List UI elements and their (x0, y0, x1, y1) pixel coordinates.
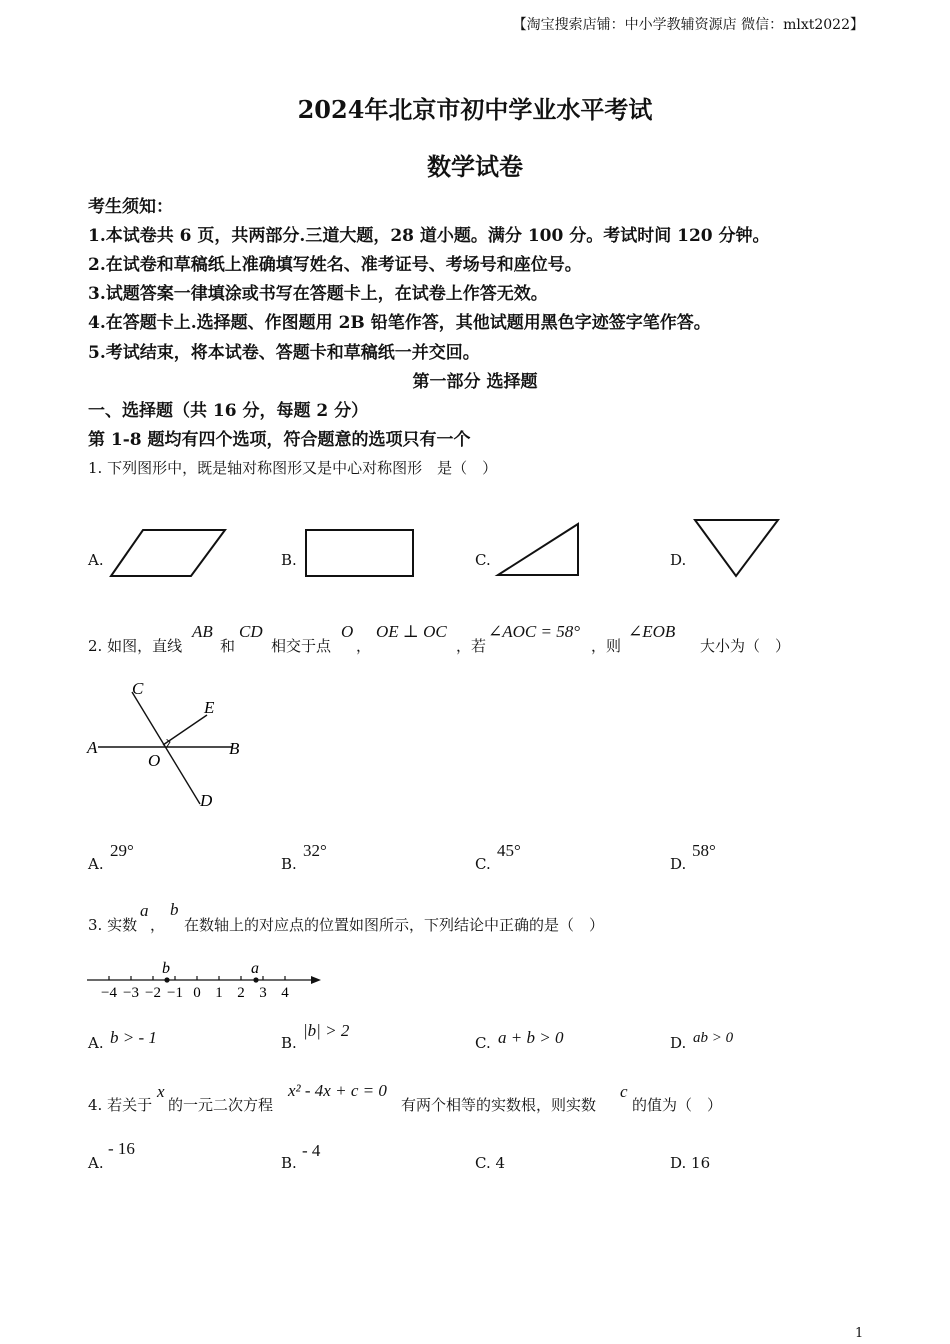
tick-label: 2 (237, 985, 245, 1001)
tick-label: 0 (193, 985, 201, 1001)
q3-option-c-value: a + b > 0 (498, 1028, 564, 1047)
q2-option-c-value: 45° (497, 841, 521, 860)
label-a: A (87, 738, 98, 757)
question-2-stem: 2. 如图，直线 AB 和 CD 相交于点 O ， OE ⊥ OC ，若 ∠AOC = 58° ，则 ∠EOB 大小为（ ） (88, 622, 791, 655)
q2-option-c-label: C. (475, 855, 491, 873)
header-note: 【淘宝搜索店铺：中小学教辅资源店 微信：mlxt2022】 (512, 17, 864, 33)
question-3-stem: 3. 实数 a ， b 在数轴上的对应点的位置如图所示，下列结论中正确的是（ ） (88, 900, 605, 934)
tick-label: −3 (123, 985, 139, 1001)
q3-option-d-value: ab > 0 (693, 1030, 734, 1046)
question-2-figure (82, 672, 262, 812)
point-b-label: b (162, 960, 170, 977)
q2-option-a-value: 29° (110, 841, 134, 860)
ray-oe (163, 715, 207, 745)
notice-item-4: 4.在答题卡上.选择题、作图题用 2B 铅笔作答，其他试题用黑色字迹签字笔作答。 (88, 313, 711, 333)
page-number: 1 (855, 1326, 864, 1341)
q1-option-d-inverted-triangle (690, 514, 785, 582)
tick-label: −2 (145, 985, 161, 1001)
axis-arrow (311, 976, 321, 984)
tick-label: 1 (215, 985, 223, 1001)
q4-option-a-label: A. (88, 1154, 104, 1172)
tick-label: 3 (259, 985, 267, 1001)
point-b-dot (164, 977, 169, 982)
part-heading: 第一部分 选择题 (412, 372, 538, 392)
notice-heading: 考生须知： (88, 197, 173, 217)
q3-option-d-label: D. (670, 1034, 687, 1052)
q1-option-c-label: C. (475, 551, 491, 569)
q3-option-a-value: b > - 1 (110, 1028, 157, 1047)
label-e: E (204, 698, 215, 717)
notice-item-1: 1.本试卷共 6 页，共两部分.三道大题，28 道小题。满分 100 分。考试时间 120 分钟。 (88, 226, 770, 246)
notice-item-5: 5.考试结束，将本试卷、答题卡和草稿纸一并交回。 (88, 343, 480, 363)
question-1-stem: 1. 下列图形中，既是轴对称图形又是中心对称图形 是（ ） (88, 459, 498, 477)
question-4-stem: 4. 若关于 x 的一元二次方程 x² - 4x + c = 0 有两个相等的实数根，则实数 c 的值为（ ） (88, 1081, 723, 1114)
q4-option-b-label: B. (281, 1154, 297, 1172)
q1-option-d-label: D. (670, 551, 687, 569)
tick-label: 4 (281, 985, 289, 1001)
q1-option-a-parallelogram (105, 525, 230, 583)
q4-option-d: D. 16 (670, 1154, 711, 1172)
label-d: D (200, 791, 213, 810)
point-a-label: a (251, 960, 259, 977)
label-o: O (148, 751, 161, 770)
q1-option-b-rectangle (300, 525, 420, 583)
q4-option-a-value: - 16 (108, 1139, 135, 1158)
tick-label: −1 (167, 985, 183, 1001)
q2-option-d-label: D. (670, 855, 687, 873)
q4-option-c: C. 4 (475, 1154, 506, 1172)
q2-option-a-label: A. (88, 855, 104, 873)
tick-label: −4 (101, 985, 117, 1001)
q3-option-b-label: B. (281, 1034, 297, 1052)
exam-title: 2024年北京市初中学业水平考试 (297, 95, 653, 124)
q4-option-b-value: - 4 (302, 1141, 321, 1160)
label-c: C (132, 679, 144, 698)
q1-option-c-right-triangle (492, 520, 587, 582)
q1-option-b-label: B. (281, 551, 297, 569)
label-b: B (229, 739, 240, 758)
point-a-dot (253, 977, 258, 982)
section-instruction: 第 1-8 题均有四个选项，符合题意的选项只有一个 (88, 430, 471, 450)
section-heading: 一、选择题（共 16 分，每题 2 分） (88, 401, 369, 421)
q1-option-a-label: A. (88, 551, 104, 569)
notice-item-3: 3.试题答案一律填涂或书写在答题卡上，在试卷上作答无效。 (88, 284, 548, 304)
q2-option-b-label: B. (281, 855, 297, 873)
q3-option-a-label: A. (88, 1034, 104, 1052)
exam-subtitle: 数学试卷 (427, 152, 523, 181)
question-3-number-line (85, 955, 330, 1005)
q2-option-b-value: 32° (303, 841, 327, 860)
q3-option-c-label: C. (475, 1034, 491, 1052)
notice-item-2: 2.在试卷和草稿纸上准确填写姓名、准考证号、考场号和座位号。 (88, 255, 582, 275)
q2-option-d-value: 58° (692, 841, 716, 860)
line-cd (132, 692, 200, 804)
q3-option-b-value: |b| > 2 (303, 1021, 350, 1040)
